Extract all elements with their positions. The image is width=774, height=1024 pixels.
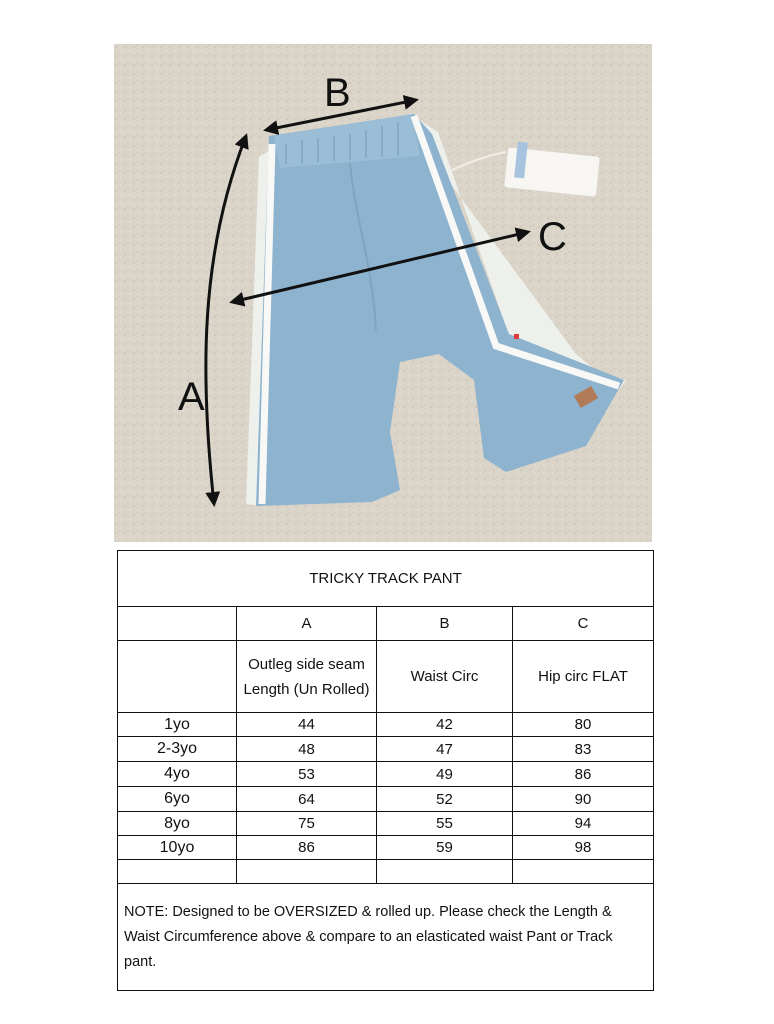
product-photo: [114, 44, 652, 542]
table-row: [118, 713, 654, 737]
value-c: 80: [513, 713, 654, 737]
size-label: 8yo: [118, 812, 237, 836]
table-row: [118, 737, 654, 762]
red-tag: [514, 334, 519, 339]
size-chart-table: [117, 550, 654, 991]
header-letters-row: [118, 607, 654, 641]
label-b: B: [324, 71, 351, 115]
size-label: 6yo: [118, 787, 237, 812]
column-letter-a: A: [237, 607, 377, 641]
value-b: 47: [377, 737, 513, 762]
value-c: 90: [513, 787, 654, 812]
table-title: TRICKY TRACK PANT: [118, 551, 654, 607]
note-text: NOTE: Designed to be OVERSIZED & rolled up. Please check the Length & Waist Circumference above & compare to an elasticated waist Pant or Track pant.: [118, 884, 654, 991]
value-a: 44: [237, 713, 377, 737]
value-b: 59: [377, 836, 513, 860]
table-row: [118, 836, 654, 860]
table-row: [118, 762, 654, 787]
value-a: 53: [237, 762, 377, 787]
value-c: 94: [513, 812, 654, 836]
table-row: [118, 812, 654, 836]
size-label: 1yo: [118, 713, 237, 737]
empty-row: [118, 860, 654, 884]
value-b: 55: [377, 812, 513, 836]
value-c: 86: [513, 762, 654, 787]
value-a: 75: [237, 812, 377, 836]
value-c: 98: [513, 836, 654, 860]
column-desc-a: Outleg side seam Length (Un Rolled): [237, 641, 377, 713]
column-letter-b: B: [377, 607, 513, 641]
column-letter-c: C: [513, 607, 654, 641]
value-b: 49: [377, 762, 513, 787]
value-a: 48: [237, 737, 377, 762]
value-b: 52: [377, 787, 513, 812]
size-label: 2-3yo: [118, 737, 237, 762]
value-a: 64: [237, 787, 377, 812]
label-a: A: [178, 375, 205, 419]
value-b: 42: [377, 713, 513, 737]
label-c: C: [538, 215, 567, 259]
column-desc-b: Waist Circ: [377, 641, 513, 713]
value-c: 83: [513, 737, 654, 762]
value-a: 86: [237, 836, 377, 860]
column-desc-c: Hip circ FLAT: [513, 641, 654, 713]
size-label: 10yo: [118, 836, 237, 860]
header-description-row: [118, 641, 654, 713]
size-label: 4yo: [118, 762, 237, 787]
table-row: [118, 787, 654, 812]
